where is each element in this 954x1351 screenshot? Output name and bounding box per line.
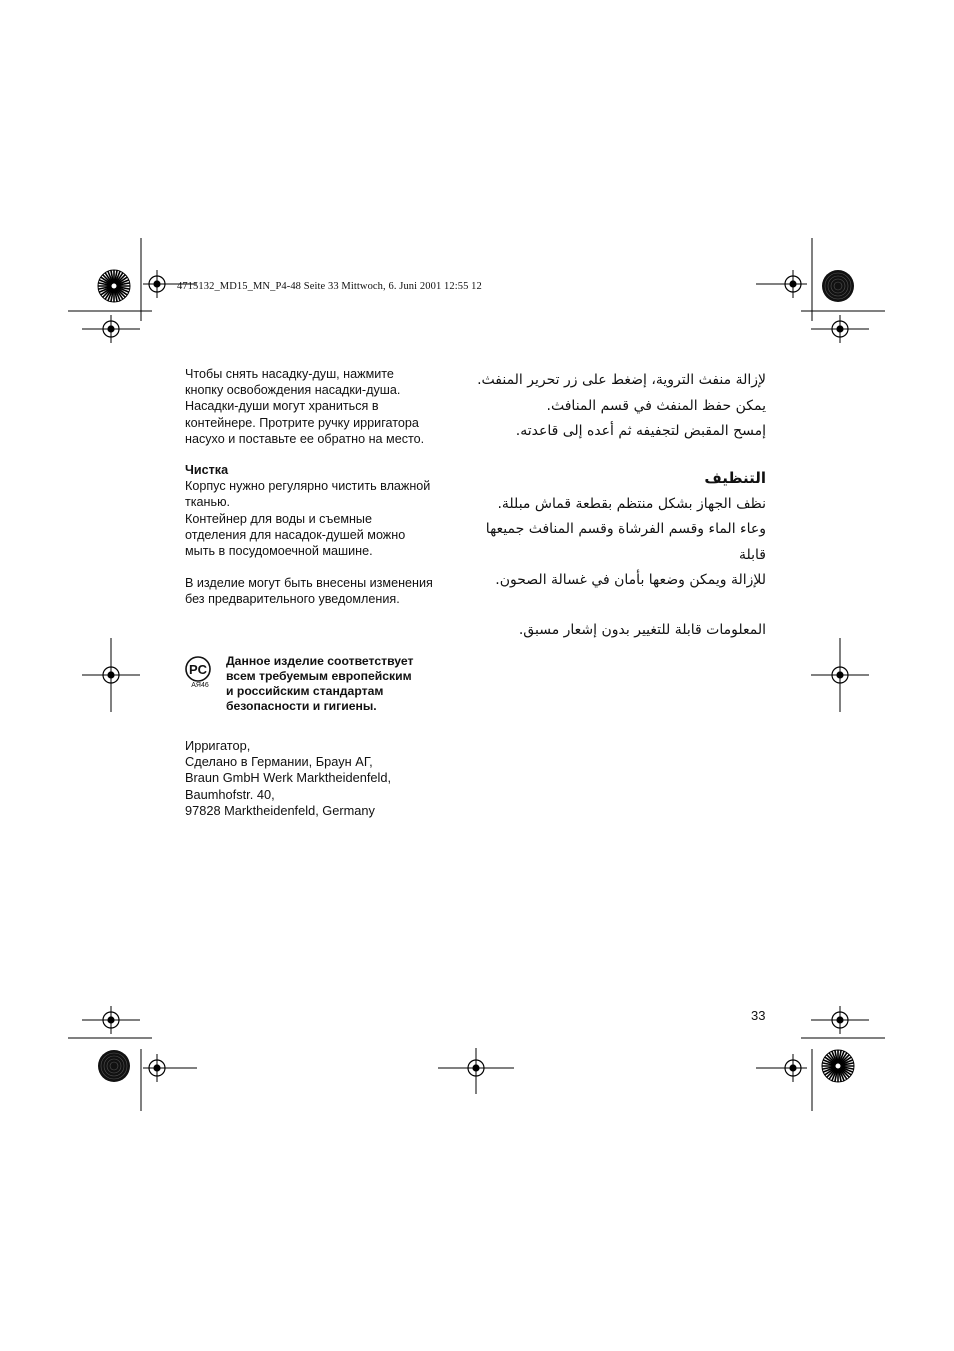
ru-intro [185,366,475,447]
ar-cleaning-line: نظف الجهاز بشكل منتظم بقطعة قماش مبللة. [497,495,766,512]
ru-cleaning-line: отделения для насадок-душей можно [185,527,406,542]
cert-mark-text: PC [188,662,208,677]
ru-manufacturer-line: 97828 Marktheidenfeld, Germany [185,802,375,818]
ru-intro-line: Чтобы снять насадку-душ, нажмите [185,367,394,381]
ru-cleaning-line: тканью. [185,495,231,510]
ar-intro-line: إمسح المقبض لتجفيفه ثم أعده إلى قاعدته. [515,423,766,439]
ar-cleaning-line: وعاء الماء وقسم الفرشاة وقسم المنافث جميعها قابلة [485,521,766,563]
ar-cleaning-section [466,466,766,594]
ru-cleaning-line: Корпус нужно регулярно чистить влажной [185,479,431,494]
ru-notice [185,575,475,607]
ru-manufacturer-line: Baumhofstr. 40, [185,786,275,802]
ru-manufacturer-line: Сделано в Германии, Браун АГ, [185,754,373,770]
ru-cleaning-heading: Чистка [185,463,229,477]
ru-cert-line: безопасности и гигиены. [226,699,377,713]
page-number: 33 [751,1008,766,1023]
ru-intro-line: кнопку освобождения насадки-душа. [185,383,401,398]
ar-intro [466,368,766,445]
ar-notice [466,618,766,644]
ru-certification [226,654,466,714]
cert-code-text: AЯ46 [191,682,209,689]
ru-notice-line: В изделие могут быть внесены изменения [185,576,433,590]
ru-cert-line: Данное изделие соответствует [226,654,414,668]
rostest-certification-logo [185,656,215,690]
ar-intro-line: يمكن حفظ المنفث في قسم المنافث. [546,397,766,414]
ar-cleaning-heading: التنظيف [704,469,766,487]
ar-intro-line: لإزالة منفث التروية، إضغط على زر تحرير المنفث. [477,372,766,388]
ru-cert-line: всем требуемым европейским [226,669,412,683]
ru-manufacturer-line: Ирригатор, [185,738,251,753]
ru-notice-line: без предварительного уведомления. [185,592,400,607]
ru-cleaning-line: мыть в посудомоечной машине. [185,544,373,559]
ru-intro-line: контейнере. Протрите ручку ирригатора [185,415,419,430]
ru-intro-line: Насадки-души могут храниться в [185,399,379,414]
ru-cleaning-section [185,462,475,559]
ru-cleaning-line: Контейнер для воды и съемные [185,511,372,526]
print-header: 4715132_MD15_MN_P4-48 Seite 33 Mittwoch, 6. Juni 2001 12:55 12 [177,281,482,292]
ru-intro-line: насухо и поставьте ее обратно на место. [185,431,425,446]
ru-manufacturer [185,738,475,819]
ru-cert-line: и российским стандартам [226,684,384,698]
ar-cleaning-line: للإزالة ويمكن وضعها بأمان في غسالة الصحون. [495,572,766,588]
ru-manufacturer-line: Braun GmbH Werk Marktheidenfeld, [185,770,392,786]
ar-notice-line: المعلومات قابلة للتغيير بدون إشعار مسبق. [518,622,766,638]
